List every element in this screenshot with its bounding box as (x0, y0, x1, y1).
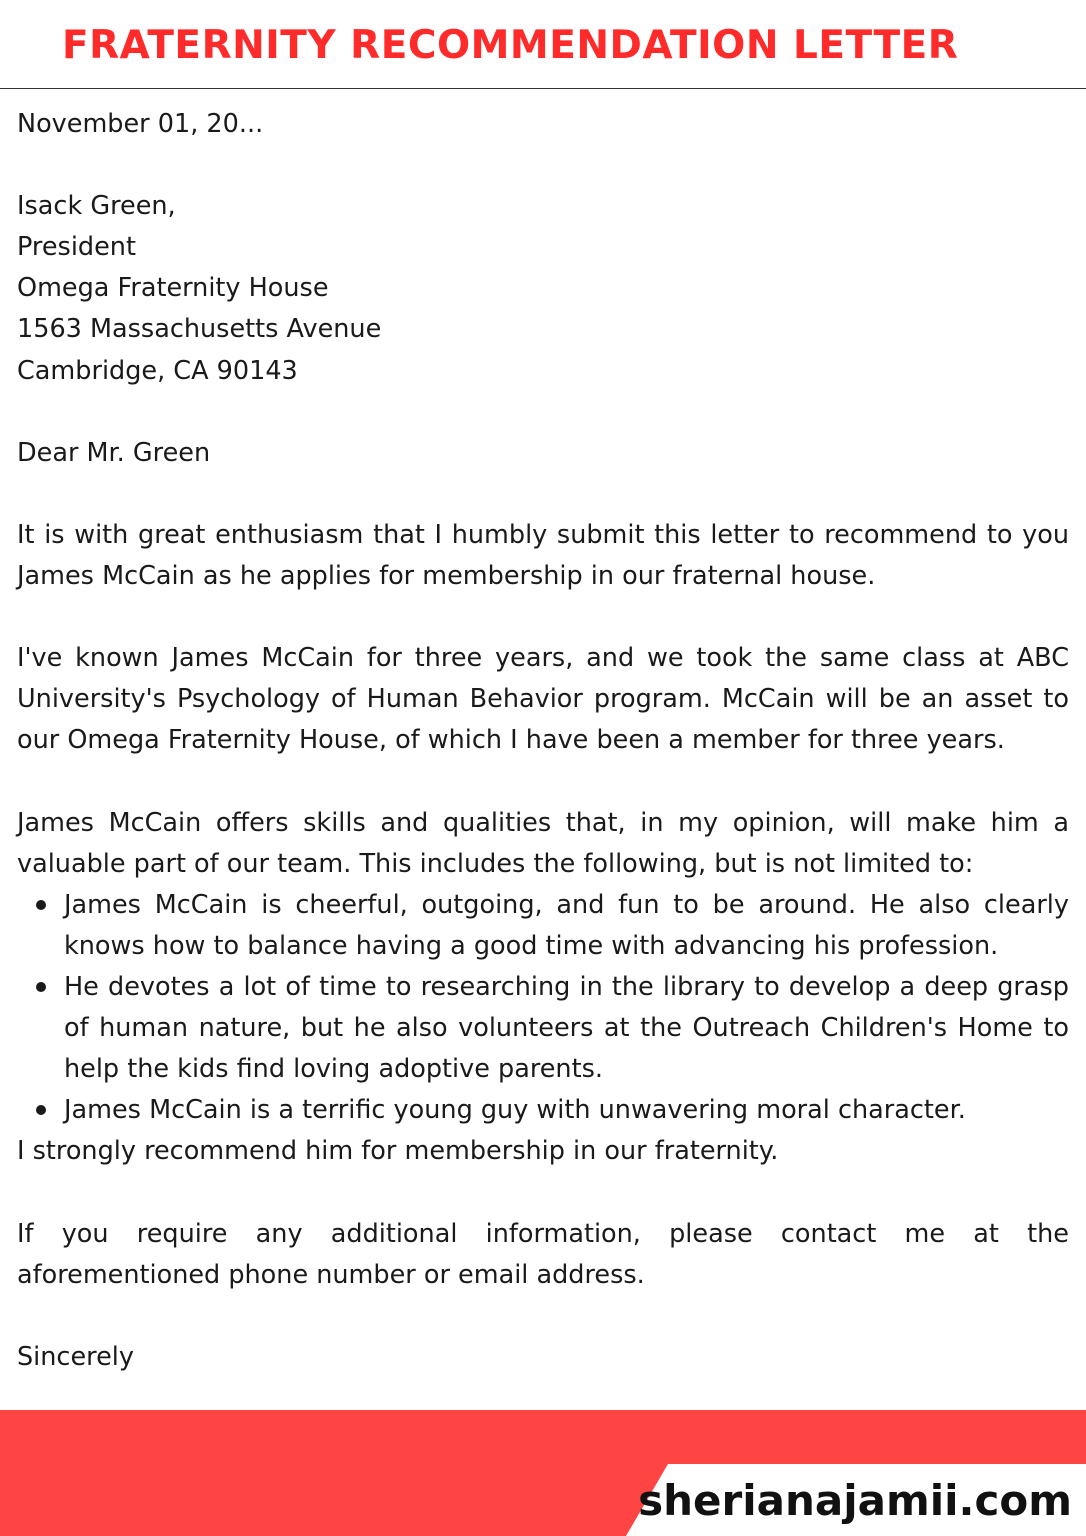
salutation: Dear Mr. Green (17, 437, 211, 468)
intro-paragraph: It is with great enthusiasm that I humbly submit this letter to recommend to you James McCain as he applies for membership in our fraternal house. (17, 519, 1069, 592)
list-item-text: He devotes a lot of time to researching in the library to develop a deep grasp of human nature, but he also volunteers at the Outreach Children's Home to help the kids find loving adoptive parents. (64, 971, 1069, 1085)
list-item (17, 885, 1069, 967)
contact-paragraph: If you require any additional information, please contact me at the aforementioned phone number or email address. (17, 1218, 1069, 1290)
spacer (17, 474, 1069, 515)
bullet-icon (36, 982, 46, 992)
title-divider (0, 88, 1086, 89)
recipient-organization: Omega Fraternity House (17, 273, 329, 304)
qualities-list (17, 885, 1069, 1132)
list-item (17, 967, 1069, 1090)
website-label: sherianajamii.com (638, 1476, 1072, 1525)
page-title: FRATERNITY RECOMMENDATION LETTER (62, 23, 959, 68)
qualities-intro-paragraph: James McCain offers skills and qualities that, in my opinion, will make him a valuable part of our team. This includes the following, but is not limited to: (17, 807, 1069, 879)
spacer (17, 597, 1069, 638)
recipient-street: 1563 Massachusetts Avenue (17, 314, 382, 345)
bullet-icon (36, 1105, 46, 1115)
bullet-icon (36, 900, 46, 910)
spacer (17, 1296, 1069, 1337)
recipient-name: Isack Green, (17, 191, 176, 222)
spacer (17, 392, 1069, 433)
list-item-text: James McCain is cheerful, outgoing, and fun to be around. He also clearly knows how to balance having a good time with advancing his profession. (64, 889, 1069, 961)
list-item (17, 1090, 1069, 1131)
spacer (17, 762, 1069, 803)
letter-body (17, 104, 1069, 1378)
spacer (17, 145, 1069, 186)
recipient-role: President (17, 232, 136, 263)
letter-date: November 01, 20... (17, 109, 264, 139)
spacer (17, 1172, 1069, 1213)
closing: Sincerely (17, 1341, 134, 1372)
list-item-text: James McCain is a terrific young guy with unwavering moral character. (64, 1095, 966, 1126)
recommendation-statement: I strongly recommend him for membership in our fraternity. (17, 1136, 779, 1167)
acquaintance-paragraph: I've known James McCain for three years, and we took the same class at ABC University's Psychology of Human Behavior program. McCain will be an asset to our Omega Fraternity House, of which I have been a member for three years. (17, 643, 1069, 756)
recipient-city: Cambridge, CA 90143 (17, 355, 298, 386)
recipient-address (17, 186, 1069, 391)
